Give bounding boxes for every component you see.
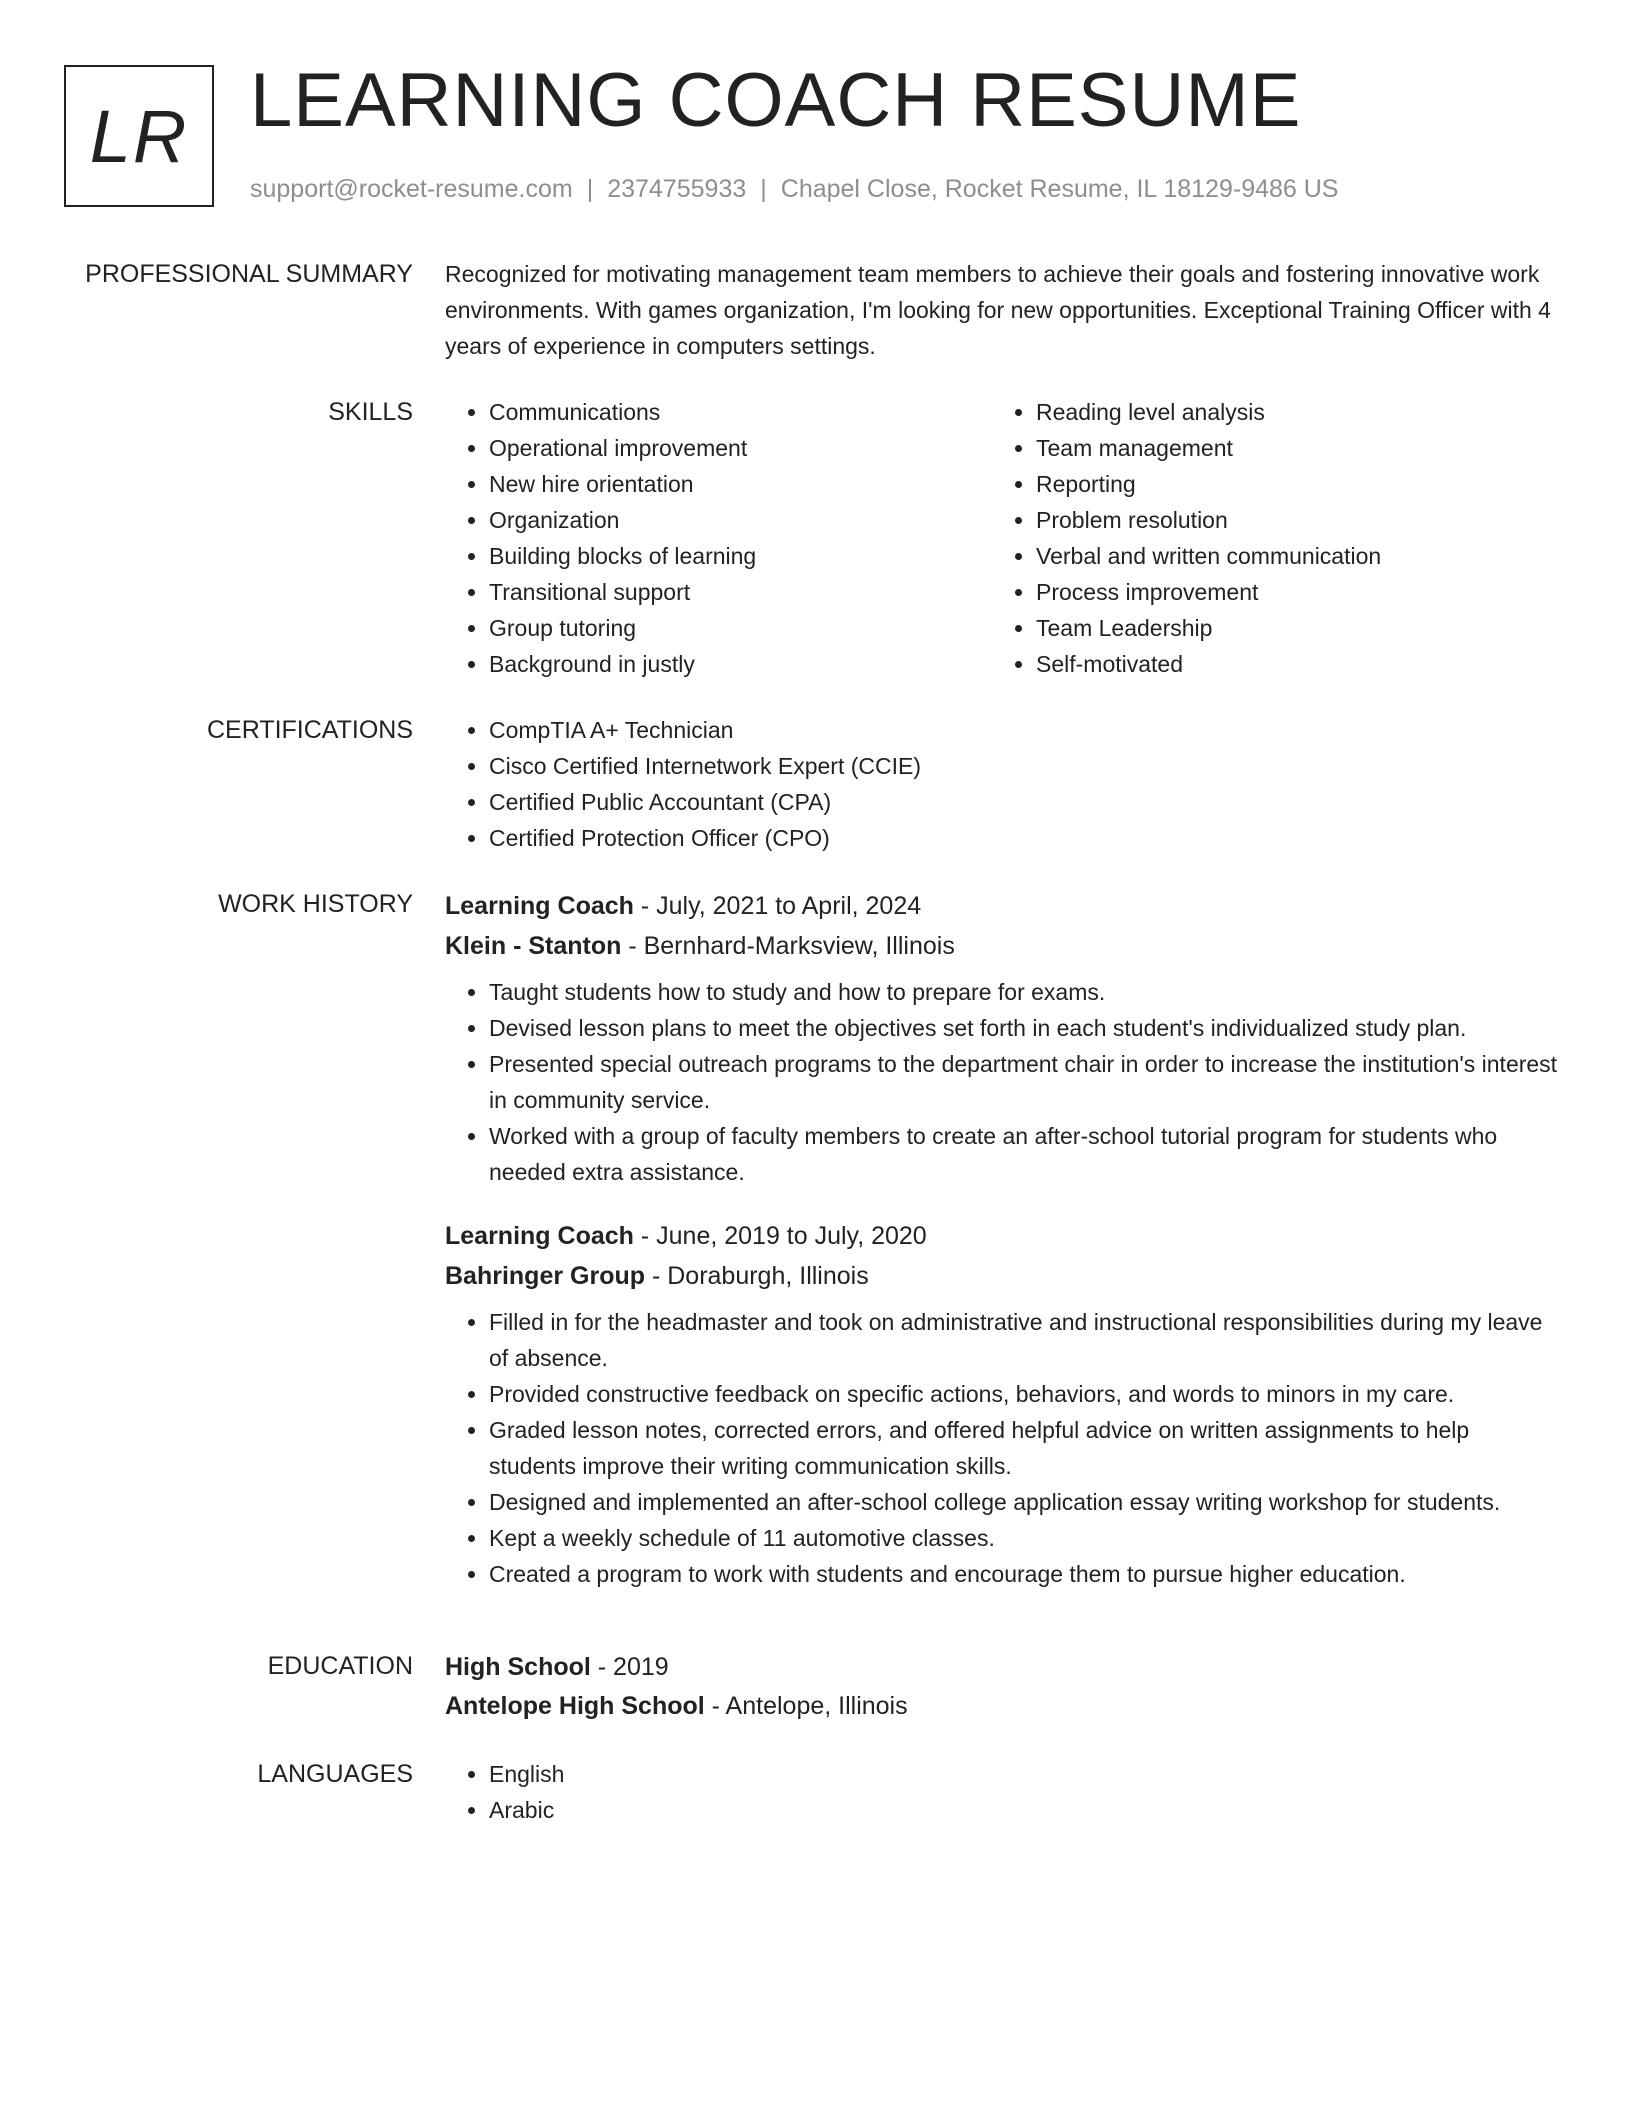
job-company: Klein - Stanton — [445, 932, 622, 960]
languages-list — [445, 1756, 1560, 1828]
skills-list-left — [445, 394, 992, 682]
job-bullet: • Graded lesson notes, corrected errors, and offered helpful advice on written assignments to help students improve their writing communication skills. — [489, 1412, 1560, 1484]
job-bullet: • Filled in for the headmaster and took on administrative and instructional responsibilities during my leave of absence. — [489, 1304, 1560, 1376]
contact-phone[interactable]: 2374755933 — [607, 175, 747, 203]
resume-title: LEARNING COACH RESUME — [250, 58, 1302, 143]
section-label-certifications: CERTIFICATIONS — [206, 716, 413, 744]
job-title: Learning Coach — [445, 892, 634, 920]
skill-item: • Problem resolution — [1036, 502, 1539, 538]
job-company-line — [445, 926, 1560, 966]
certifications-body — [445, 712, 1560, 856]
skills-list-right — [992, 394, 1539, 682]
skill-item: • Building blocks of learning — [489, 538, 992, 574]
section-work-history — [0, 886, 1632, 1618]
section-summary — [0, 256, 1632, 364]
certification-item: • Certified Public Accountant (CPA) — [489, 784, 1560, 820]
job-title-line — [445, 1216, 1560, 1256]
job-dates: - July, 2021 to April, 2024 — [633, 892, 922, 920]
section-languages — [0, 1756, 1632, 1828]
education-body — [445, 1648, 1560, 1726]
job-bullet: • Created a program to work with students and encourage them to pursue higher education. — [489, 1556, 1560, 1592]
job-location: - Doraburgh, Illinois — [645, 1262, 869, 1290]
job-bullet: • Designed and implemented an after-school college application essay writing workshop for students. — [489, 1484, 1560, 1520]
job-location: - Bernhard-Marksview, Illinois — [621, 932, 955, 960]
certification-item: • Cisco Certified Internetwork Expert (CCIE) — [489, 748, 1560, 784]
contact-email[interactable]: support@rocket-resume.com — [250, 175, 573, 203]
job-bullet: • Provided constructive feedback on specific actions, behaviors, and words to minors in my care. — [489, 1376, 1560, 1412]
job-entry — [445, 886, 1560, 1190]
education-school: Antelope High School — [445, 1692, 705, 1720]
section-certifications — [0, 712, 1632, 856]
job-company-line — [445, 1256, 1560, 1296]
language-item: • Arabic — [489, 1792, 1560, 1828]
job-bullet: • Presented special outreach programs to the department chair in order to increase the institution's interest in community service. — [489, 1046, 1560, 1118]
certification-item: • Certified Protection Officer (CPO) — [489, 820, 1560, 856]
language-item: • English — [489, 1756, 1560, 1792]
monogram-initials: LR — [89, 94, 189, 178]
skill-item: • Process improvement — [1036, 574, 1539, 610]
skill-item: • Background in justly — [489, 646, 992, 682]
section-label-languages: LANGUAGES — [257, 1760, 413, 1788]
job-company: Bahringer Group — [445, 1262, 646, 1290]
skill-item: • Group tutoring — [489, 610, 992, 646]
contact-separator: | — [760, 175, 767, 203]
skill-item: • Organization — [489, 502, 992, 538]
education-location: - Antelope, Illinois — [704, 1692, 908, 1720]
work-history-body — [445, 886, 1560, 1618]
skill-item: • Self-motivated — [1036, 646, 1539, 682]
job-bullet: • Kept a weekly schedule of 11 automotive classes. — [489, 1520, 1560, 1556]
skill-item: • Team management — [1036, 430, 1539, 466]
contact-line — [250, 172, 1338, 206]
skill-item: • Reporting — [1036, 466, 1539, 502]
section-label-skills: SKILLS — [328, 398, 413, 426]
contact-address: Chapel Close, Rocket Resume, IL 18129-9486 US — [780, 175, 1339, 203]
skill-item: • Operational improvement — [489, 430, 992, 466]
section-label-summary: PROFESSIONAL SUMMARY — [85, 260, 413, 288]
job-title: Learning Coach — [445, 1222, 634, 1250]
skill-item: • New hire orientation — [489, 466, 992, 502]
section-label-work-history: WORK HISTORY — [218, 890, 413, 918]
job-bullet: • Taught students how to study and how to prepare for exams. — [489, 974, 1560, 1010]
education-degree: High School — [445, 1653, 591, 1681]
job-bullet: • Devised lesson plans to meet the objectives set forth in each student's individualized study plan. — [489, 1010, 1560, 1046]
contact-separator: | — [586, 175, 594, 203]
job-title-line — [445, 886, 1560, 926]
section-skills — [0, 394, 1632, 682]
skill-item: • Transitional support — [489, 574, 992, 610]
resume-content — [0, 256, 1632, 1858]
certification-item: • CompTIA A+ Technician — [489, 712, 1560, 748]
summary-text: Recognized for motivating management team members to achieve their goals and fostering innovative work environments. With games organization, I'm looking for new opportunities. Exceptional Training Officer with 4 years of experience in computers settings. — [445, 261, 1551, 359]
education-degree-line — [445, 1648, 1560, 1687]
skill-item: • Team Leadership — [1036, 610, 1539, 646]
skill-item: • Communications — [489, 394, 992, 430]
section-education — [0, 1648, 1632, 1726]
job-bullets — [445, 974, 1560, 1190]
education-school-line — [445, 1687, 1560, 1726]
job-entry — [445, 1216, 1560, 1592]
monogram-box — [64, 65, 214, 207]
certifications-list — [445, 712, 1560, 856]
job-bullets — [445, 1304, 1560, 1592]
job-dates: - June, 2019 to July, 2020 — [633, 1222, 927, 1250]
languages-body — [445, 1756, 1560, 1828]
summary-body — [445, 256, 1560, 364]
education-year: - 2019 — [590, 1653, 669, 1681]
skills-grid — [445, 394, 1560, 682]
skill-item: • Reading level analysis — [1036, 394, 1539, 430]
section-label-education: EDUCATION — [267, 1652, 413, 1680]
job-bullet: • Worked with a group of faculty members to create an after-school tutorial program for students who needed extra assistance. — [489, 1118, 1560, 1190]
skill-item: • Verbal and written communication — [1036, 538, 1539, 574]
